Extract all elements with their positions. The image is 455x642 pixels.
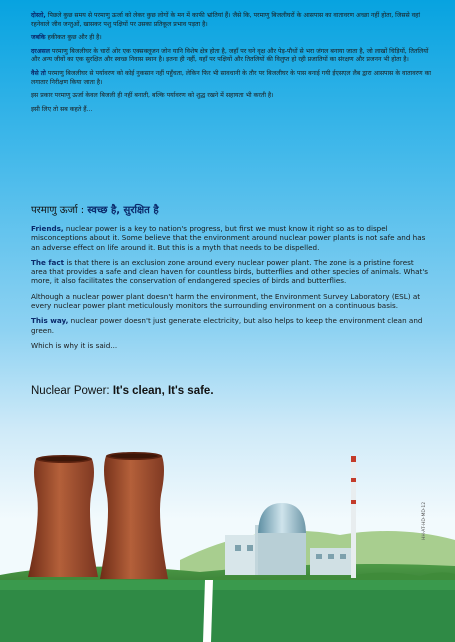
english-tagline-bold: It's clean, It's safe. bbox=[112, 385, 214, 397]
hindi-para1-lead: दोस्तो, bbox=[31, 12, 46, 19]
print-code: HH-AT-HD-MD-12 bbox=[422, 501, 427, 540]
stack-chimney bbox=[351, 456, 356, 578]
hindi-para3-lead: दरअसल bbox=[31, 47, 50, 55]
hindi-para4-text: परमाणु बिजलीघर से पर्यावरण को कोई नुकसान नहीं पहुँचता, लेकिन फिर भी सावधानी के तौर पर बिजलीघर के पास बनाई गयी ईएसएल लैब द्वारा आसपास के वातावरण का लगातार निरीक्षण किया जाता है। bbox=[31, 69, 431, 86]
hindi-para2-lead: जबकि bbox=[31, 34, 46, 42]
hindi-tagline-plain: परमाणु ऊर्जा : bbox=[31, 205, 88, 216]
english-para4-lead: This way, bbox=[31, 316, 69, 326]
hindi-para1-text: पिछले कुछ समय से परमाणु ऊर्जा को लेकर कुछ लोगों के मन में काफी भ्रांतियां हैं। जैसे कि, परमाणु बिजलीघरों के आसपास का वातावरण अच्छा नहीं होता, जिससे वहां रहनेवाले जीव जन्तुओं, खासकर पशु पक्षियों पर उसका प्रतिकूल प्रभाव पड़ता है। bbox=[31, 12, 421, 28]
hindi-closing: इसी लिए तो सब कहते हैं... bbox=[31, 105, 93, 113]
hindi-para4-lead: वैसे तो bbox=[31, 69, 46, 77]
hindi-para5-text: इस प्रकार परमाणु ऊर्जा केवल बिजली ही नहीं बनाती, बल्कि पर्यावरण को शुद्ध रखने में सहायता भी करती है। bbox=[31, 92, 274, 100]
english-closing: Which is why it is said... bbox=[31, 340, 118, 350]
english-para1-text: nuclear power is a key to nation's progress, but first we must know it right so as to dispel misconceptions about it. Some believe that the environment around nuclear power plants is not safe and has an adverse effect on life around it. But this is a myth that needs to be dispelled. bbox=[31, 224, 426, 252]
english-tagline-plain: Nuclear Power: bbox=[31, 385, 113, 397]
english-para1-lead: Friends, bbox=[31, 224, 64, 233]
hindi-para3-text: परमाणु बिजलीघर के चारों ओर एक एक्सक्लूजन जोन यानि विशेष क्षेत्र होता है, जहाँ पर घने वृक्ष और पेड़-पौधों से भरा जंगल बनाया जाता है, जो लाखों चिड़ियों, तितलियों और अन्य जीवों का एक सुरक्षित और स्वच्छ निवास स्थान है। इतना ही नहीं, यहाँ पर पक्षियों और तितलियों की विलुप्त हो रही प्रजातियों का संरक्षण और प्रजनन भी होता है। bbox=[31, 47, 429, 64]
cooling-tower-left bbox=[28, 455, 98, 577]
english-para2-lead: The fact bbox=[31, 257, 65, 267]
cooling-tower-right bbox=[100, 452, 168, 579]
english-para3-text: Although a nuclear power plant doesn't harm the environment, the Environment Survey Laboratory (ESL) at every nuclear power plant meticulously monitors the surrounding environment on a continuous basis. bbox=[31, 291, 421, 311]
hindi-tagline-bold: स्वच्छ है, सुरक्षित है bbox=[87, 205, 159, 216]
ground-field bbox=[0, 580, 455, 642]
hindi-para2-text: हकीकत कुछ और ही है। bbox=[45, 34, 102, 42]
english-para2-text: is that there is an exclusion zone around every nuclear power plant. The zone is a pristine forest area that provides a safe and clean haven for countless birds, butterflies and other species of animals. What's more, it also facilitates the conservation of endangered species of birds and butterflies. bbox=[31, 257, 429, 286]
english-para4-text: nuclear power doesn't just generate electricity, but also helps to keep the environment clean and green. bbox=[31, 316, 423, 335]
